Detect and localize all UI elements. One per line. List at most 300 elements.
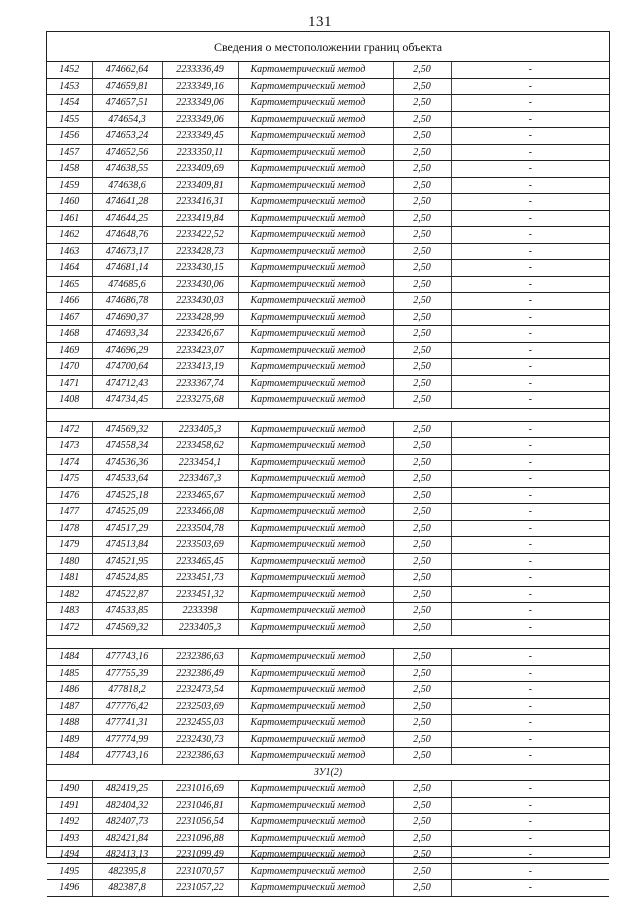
method-cell: Картометрический метод	[238, 748, 393, 765]
table-row	[47, 111, 609, 128]
description-cell: -	[451, 210, 609, 227]
table-row	[47, 293, 609, 310]
accuracy-cell: 2,50	[393, 309, 451, 326]
point-number-cell: 1459	[47, 177, 92, 194]
x-coordinate-cell: 482407,73	[92, 814, 162, 831]
x-coordinate-cell: 482404,32	[92, 797, 162, 814]
y-coordinate-cell: 2233428,99	[162, 309, 238, 326]
x-coordinate-cell: 474638,6	[92, 177, 162, 194]
method-cell: Картометрический метод	[238, 619, 393, 636]
table-row	[47, 570, 609, 587]
accuracy-cell: 2,50	[393, 227, 451, 244]
y-coordinate-cell: 2233465,45	[162, 553, 238, 570]
description-cell: -	[451, 487, 609, 504]
y-coordinate-cell: 2233405,3	[162, 421, 238, 438]
accuracy-cell: 2,50	[393, 421, 451, 438]
x-coordinate-cell: 474662,64	[92, 62, 162, 78]
x-coordinate-cell: 482395,8	[92, 863, 162, 880]
point-number-cell: 1408	[47, 392, 92, 409]
point-number-cell: 1488	[47, 715, 92, 732]
section-header-row	[47, 764, 609, 781]
accuracy-cell: 2,50	[393, 243, 451, 260]
point-number-cell: 1457	[47, 144, 92, 161]
method-cell: Картометрический метод	[238, 471, 393, 488]
description-cell: -	[451, 421, 609, 438]
method-cell: Картометрический метод	[238, 814, 393, 831]
y-coordinate-cell: 2232386,63	[162, 748, 238, 765]
description-cell: -	[451, 128, 609, 145]
table-row	[47, 682, 609, 699]
x-coordinate-cell: 474681,14	[92, 260, 162, 277]
accuracy-cell: 2,50	[393, 649, 451, 666]
accuracy-cell: 2,50	[393, 95, 451, 112]
x-coordinate-cell: 474686,78	[92, 293, 162, 310]
method-cell: Картометрический метод	[238, 293, 393, 310]
y-coordinate-cell: 2231099,49	[162, 847, 238, 864]
method-cell: Картометрический метод	[238, 863, 393, 880]
y-coordinate-cell: 2233367,74	[162, 375, 238, 392]
x-coordinate-cell: 474659,81	[92, 78, 162, 95]
table-row	[47, 830, 609, 847]
method-cell: Картометрический метод	[238, 194, 393, 211]
boundary-table-frame	[46, 31, 610, 894]
point-number-cell: 1467	[47, 309, 92, 326]
point-number-cell: 1476	[47, 487, 92, 504]
y-coordinate-cell: 2231016,69	[162, 781, 238, 798]
y-coordinate-cell: 2233504,78	[162, 520, 238, 537]
x-coordinate-cell: 474525,09	[92, 504, 162, 521]
method-cell: Картометрический метод	[238, 392, 393, 409]
y-coordinate-cell: 2233336,49	[162, 62, 238, 78]
x-coordinate-cell: 474685,6	[92, 276, 162, 293]
description-cell: -	[451, 781, 609, 798]
y-coordinate-cell: 2232430,73	[162, 731, 238, 748]
table-row	[47, 375, 609, 392]
table-row	[47, 227, 609, 244]
accuracy-cell: 2,50	[393, 342, 451, 359]
point-number-cell: 1496	[47, 880, 92, 897]
point-number-cell: 1479	[47, 537, 92, 554]
accuracy-cell: 2,50	[393, 161, 451, 178]
accuracy-cell: 2,50	[393, 731, 451, 748]
accuracy-cell: 2,50	[393, 520, 451, 537]
description-cell: -	[451, 682, 609, 699]
method-cell: Картометрический метод	[238, 95, 393, 112]
point-number-cell: 1484	[47, 649, 92, 666]
description-cell: -	[451, 698, 609, 715]
x-coordinate-cell: 474569,32	[92, 421, 162, 438]
table-row	[47, 128, 609, 145]
point-number-cell: 1474	[47, 454, 92, 471]
separator-cell	[47, 408, 609, 421]
y-coordinate-cell: 2233430,06	[162, 276, 238, 293]
y-coordinate-cell: 2233416,31	[162, 194, 238, 211]
point-number-cell: 1490	[47, 781, 92, 798]
method-cell: Картометрический метод	[238, 682, 393, 699]
y-coordinate-cell: 2233458,62	[162, 438, 238, 455]
y-coordinate-cell: 2233454,1	[162, 454, 238, 471]
x-coordinate-cell: 474734,45	[92, 392, 162, 409]
point-number-cell: 1472	[47, 619, 92, 636]
table-row	[47, 553, 609, 570]
x-coordinate-cell: 474657,51	[92, 95, 162, 112]
x-coordinate-cell: 474524,85	[92, 570, 162, 587]
y-coordinate-cell: 2232386,49	[162, 665, 238, 682]
accuracy-cell: 2,50	[393, 847, 451, 864]
y-coordinate-cell: 2233409,69	[162, 161, 238, 178]
table-row	[47, 698, 609, 715]
point-number-cell: 1478	[47, 520, 92, 537]
method-cell: Картометрический метод	[238, 731, 393, 748]
x-coordinate-cell: 477818,2	[92, 682, 162, 699]
table-row	[47, 520, 609, 537]
accuracy-cell: 2,50	[393, 863, 451, 880]
table-row	[47, 781, 609, 798]
point-number-cell: 1461	[47, 210, 92, 227]
y-coordinate-cell: 2233349,06	[162, 95, 238, 112]
x-coordinate-cell: 477743,16	[92, 748, 162, 765]
accuracy-cell: 2,50	[393, 194, 451, 211]
coordinates-table	[47, 62, 609, 897]
y-coordinate-cell: 2233419,84	[162, 210, 238, 227]
point-number-cell: 1495	[47, 863, 92, 880]
x-coordinate-cell: 482419,25	[92, 781, 162, 798]
description-cell: -	[451, 731, 609, 748]
method-cell: Картометрический метод	[238, 454, 393, 471]
method-cell: Картометрический метод	[238, 570, 393, 587]
accuracy-cell: 2,50	[393, 144, 451, 161]
description-cell: -	[451, 880, 609, 897]
description-cell: -	[451, 161, 609, 178]
method-cell: Картометрический метод	[238, 880, 393, 897]
description-cell: -	[451, 797, 609, 814]
method-cell: Картометрический метод	[238, 210, 393, 227]
description-cell: -	[451, 276, 609, 293]
x-coordinate-cell: 474533,64	[92, 471, 162, 488]
table-row	[47, 603, 609, 620]
method-cell: Картометрический метод	[238, 260, 393, 277]
description-cell: -	[451, 260, 609, 277]
y-coordinate-cell: 2233413,19	[162, 359, 238, 376]
point-number-cell: 1477	[47, 504, 92, 521]
x-coordinate-cell: 482387,8	[92, 880, 162, 897]
separator-row	[47, 636, 609, 649]
table-row	[47, 880, 609, 897]
point-number-cell: 1481	[47, 570, 92, 587]
y-coordinate-cell: 2233409,81	[162, 177, 238, 194]
x-coordinate-cell: 477755,39	[92, 665, 162, 682]
x-coordinate-cell: 474525,18	[92, 487, 162, 504]
y-coordinate-cell: 2231070,57	[162, 863, 238, 880]
description-cell: -	[451, 144, 609, 161]
table-row	[47, 814, 609, 831]
y-coordinate-cell: 2233503,69	[162, 537, 238, 554]
x-coordinate-cell: 474652,56	[92, 144, 162, 161]
accuracy-cell: 2,50	[393, 260, 451, 277]
description-cell: -	[451, 537, 609, 554]
description-cell: -	[451, 715, 609, 732]
accuracy-cell: 2,50	[393, 797, 451, 814]
description-cell: -	[451, 326, 609, 343]
x-coordinate-cell: 474644,25	[92, 210, 162, 227]
description-cell: -	[451, 309, 609, 326]
description-cell: -	[451, 78, 609, 95]
accuracy-cell: 2,50	[393, 359, 451, 376]
description-cell: -	[451, 570, 609, 587]
point-number-cell: 1462	[47, 227, 92, 244]
method-cell: Картометрический метод	[238, 797, 393, 814]
accuracy-cell: 2,50	[393, 210, 451, 227]
point-number-cell: 1480	[47, 553, 92, 570]
y-coordinate-cell: 2233426,67	[162, 326, 238, 343]
y-coordinate-cell: 2233451,73	[162, 570, 238, 587]
y-coordinate-cell: 2231057,22	[162, 880, 238, 897]
method-cell: Картометрический метод	[238, 326, 393, 343]
x-coordinate-cell: 474513,84	[92, 537, 162, 554]
method-cell: Картометрический метод	[238, 161, 393, 178]
description-cell: -	[451, 649, 609, 666]
accuracy-cell: 2,50	[393, 665, 451, 682]
point-number-cell: 1469	[47, 342, 92, 359]
method-cell: Картометрический метод	[238, 830, 393, 847]
x-coordinate-cell: 474673,17	[92, 243, 162, 260]
x-coordinate-cell: 477741,31	[92, 715, 162, 732]
point-number-cell: 1452	[47, 62, 92, 78]
point-number-cell: 1470	[47, 359, 92, 376]
method-cell: Картометрический метод	[238, 553, 393, 570]
point-number-cell: 1493	[47, 830, 92, 847]
accuracy-cell: 2,50	[393, 504, 451, 521]
description-cell: -	[451, 95, 609, 112]
x-coordinate-cell: 477743,16	[92, 649, 162, 666]
method-cell: Картометрический метод	[238, 487, 393, 504]
y-coordinate-cell: 2232386,63	[162, 649, 238, 666]
y-coordinate-cell: 2233467,3	[162, 471, 238, 488]
accuracy-cell: 2,50	[393, 619, 451, 636]
x-coordinate-cell: 482421,84	[92, 830, 162, 847]
y-coordinate-cell: 2232503,69	[162, 698, 238, 715]
point-number-cell: 1472	[47, 421, 92, 438]
accuracy-cell: 2,50	[393, 487, 451, 504]
description-cell: -	[451, 62, 609, 78]
x-coordinate-cell: 482413,13	[92, 847, 162, 864]
method-cell: Картометрический метод	[238, 62, 393, 78]
table-row	[47, 847, 609, 864]
y-coordinate-cell: 2233430,15	[162, 260, 238, 277]
description-cell: -	[451, 603, 609, 620]
point-number-cell: 1453	[47, 78, 92, 95]
section-label: ЗУ1(2)	[47, 764, 609, 781]
description-cell: -	[451, 194, 609, 211]
point-number-cell: 1464	[47, 260, 92, 277]
accuracy-cell: 2,50	[393, 781, 451, 798]
description-cell: -	[451, 665, 609, 682]
table-row	[47, 715, 609, 732]
method-cell: Картометрический метод	[238, 111, 393, 128]
point-number-cell: 1494	[47, 847, 92, 864]
accuracy-cell: 2,50	[393, 698, 451, 715]
description-cell: -	[451, 454, 609, 471]
y-coordinate-cell: 2233398	[162, 603, 238, 620]
description-cell: -	[451, 471, 609, 488]
table-row	[47, 342, 609, 359]
table-row	[47, 863, 609, 880]
y-coordinate-cell: 2231046,81	[162, 797, 238, 814]
page-number: 131	[308, 14, 332, 30]
y-coordinate-cell: 2233422,52	[162, 227, 238, 244]
point-number-cell: 1482	[47, 586, 92, 603]
point-number-cell: 1489	[47, 731, 92, 748]
x-coordinate-cell: 474521,95	[92, 553, 162, 570]
x-coordinate-cell: 474693,34	[92, 326, 162, 343]
x-coordinate-cell: 474569,32	[92, 619, 162, 636]
table-row	[47, 359, 609, 376]
table-row	[47, 471, 609, 488]
accuracy-cell: 2,50	[393, 814, 451, 831]
point-number-cell: 1491	[47, 797, 92, 814]
x-coordinate-cell: 474653,24	[92, 128, 162, 145]
point-number-cell: 1492	[47, 814, 92, 831]
table-row	[47, 309, 609, 326]
method-cell: Картометрический метод	[238, 665, 393, 682]
x-coordinate-cell: 477774,99	[92, 731, 162, 748]
method-cell: Картометрический метод	[238, 698, 393, 715]
description-cell: -	[451, 359, 609, 376]
table-row	[47, 260, 609, 277]
accuracy-cell: 2,50	[393, 78, 451, 95]
table-row	[47, 62, 609, 78]
accuracy-cell: 2,50	[393, 537, 451, 554]
method-cell: Картометрический метод	[238, 177, 393, 194]
table-row	[47, 504, 609, 521]
table-row	[47, 243, 609, 260]
x-coordinate-cell: 474641,28	[92, 194, 162, 211]
method-cell: Картометрический метод	[238, 781, 393, 798]
x-coordinate-cell: 474700,64	[92, 359, 162, 376]
accuracy-cell: 2,50	[393, 375, 451, 392]
accuracy-cell: 2,50	[393, 111, 451, 128]
method-cell: Картометрический метод	[238, 520, 393, 537]
x-coordinate-cell: 474638,55	[92, 161, 162, 178]
table-row	[47, 748, 609, 765]
y-coordinate-cell: 2231096,88	[162, 830, 238, 847]
y-coordinate-cell: 2232455,03	[162, 715, 238, 732]
y-coordinate-cell: 2233430,03	[162, 293, 238, 310]
point-number-cell: 1483	[47, 603, 92, 620]
accuracy-cell: 2,50	[393, 748, 451, 765]
y-coordinate-cell: 2233349,45	[162, 128, 238, 145]
x-coordinate-cell: 474517,29	[92, 520, 162, 537]
point-number-cell: 1486	[47, 682, 92, 699]
description-cell: -	[451, 847, 609, 864]
accuracy-cell: 2,50	[393, 438, 451, 455]
description-cell: -	[451, 586, 609, 603]
point-number-cell: 1463	[47, 243, 92, 260]
description-cell: -	[451, 243, 609, 260]
description-cell: -	[451, 520, 609, 537]
table-row	[47, 392, 609, 409]
x-coordinate-cell: 474654,3	[92, 111, 162, 128]
accuracy-cell: 2,50	[393, 570, 451, 587]
point-number-cell: 1484	[47, 748, 92, 765]
description-cell: -	[451, 375, 609, 392]
description-cell: -	[451, 504, 609, 521]
table-row	[47, 276, 609, 293]
y-coordinate-cell: 2233423,07	[162, 342, 238, 359]
method-cell: Картометрический метод	[238, 78, 393, 95]
table-row	[47, 161, 609, 178]
method-cell: Картометрический метод	[238, 421, 393, 438]
method-cell: Картометрический метод	[238, 715, 393, 732]
description-cell: -	[451, 748, 609, 765]
method-cell: Картометрический метод	[238, 128, 393, 145]
point-number-cell: 1471	[47, 375, 92, 392]
table-row	[47, 454, 609, 471]
method-cell: Картометрический метод	[238, 359, 393, 376]
y-coordinate-cell: 2232473,54	[162, 682, 238, 699]
x-coordinate-cell: 474558,34	[92, 438, 162, 455]
description-cell: -	[451, 814, 609, 831]
point-number-cell: 1468	[47, 326, 92, 343]
table-row	[47, 487, 609, 504]
x-coordinate-cell: 474648,76	[92, 227, 162, 244]
accuracy-cell: 2,50	[393, 177, 451, 194]
coordinates-table-body	[47, 62, 609, 896]
point-number-cell: 1473	[47, 438, 92, 455]
y-coordinate-cell: 2233451,32	[162, 586, 238, 603]
point-number-cell: 1455	[47, 111, 92, 128]
point-number-cell: 1466	[47, 293, 92, 310]
y-coordinate-cell: 2231056,54	[162, 814, 238, 831]
point-number-cell: 1485	[47, 665, 92, 682]
description-cell: -	[451, 111, 609, 128]
x-coordinate-cell: 474690,37	[92, 309, 162, 326]
table-row	[47, 665, 609, 682]
table-row	[47, 210, 609, 227]
method-cell: Картометрический метод	[238, 537, 393, 554]
accuracy-cell: 2,50	[393, 293, 451, 310]
table-row	[47, 438, 609, 455]
point-number-cell: 1460	[47, 194, 92, 211]
table-row	[47, 797, 609, 814]
x-coordinate-cell: 474533,85	[92, 603, 162, 620]
description-cell: -	[451, 177, 609, 194]
table-row	[47, 326, 609, 343]
y-coordinate-cell: 2233275,68	[162, 392, 238, 409]
description-cell: -	[451, 342, 609, 359]
description-cell: -	[451, 227, 609, 244]
accuracy-cell: 2,50	[393, 471, 451, 488]
method-cell: Картометрический метод	[238, 438, 393, 455]
table-row	[47, 95, 609, 112]
accuracy-cell: 2,50	[393, 553, 451, 570]
accuracy-cell: 2,50	[393, 715, 451, 732]
method-cell: Картометрический метод	[238, 227, 393, 244]
accuracy-cell: 2,50	[393, 454, 451, 471]
method-cell: Картометрический метод	[238, 847, 393, 864]
method-cell: Картометрический метод	[238, 504, 393, 521]
accuracy-cell: 2,50	[393, 880, 451, 897]
method-cell: Картометрический метод	[238, 243, 393, 260]
separator-row	[47, 408, 609, 421]
method-cell: Картометрический метод	[238, 649, 393, 666]
table-row	[47, 619, 609, 636]
point-number-cell: 1456	[47, 128, 92, 145]
method-cell: Картометрический метод	[238, 276, 393, 293]
description-cell: -	[451, 863, 609, 880]
y-coordinate-cell: 2233350,11	[162, 144, 238, 161]
point-number-cell: 1454	[47, 95, 92, 112]
